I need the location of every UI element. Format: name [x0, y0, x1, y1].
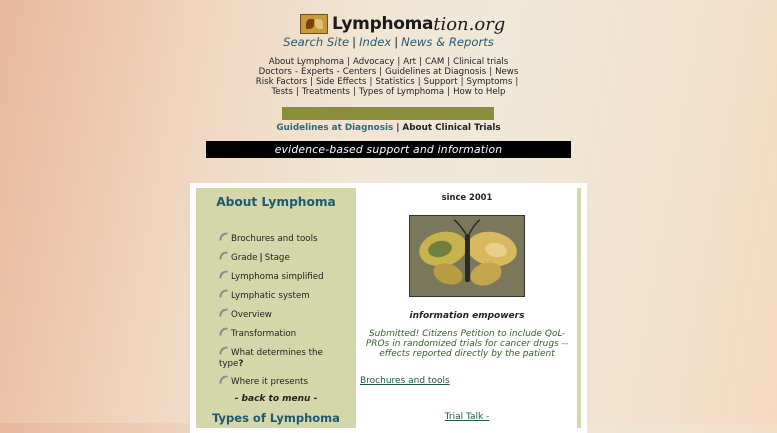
- sidebar-panel: [196, 188, 356, 428]
- link-separator: |: [489, 67, 493, 77]
- link-side-effects[interactable]: Side Effects: [315, 77, 367, 87]
- topic-links-row-2: [0, 67, 777, 77]
- types-of-lymphoma-heading[interactable]: Types of Lymphoma: [212, 411, 340, 425]
- link-treatments[interactable]: Treatments: [301, 87, 351, 97]
- sidebar-item-grade-stage[interactable]: [219, 252, 329, 264]
- guide-links: [0, 123, 777, 133]
- link-separator: |: [379, 67, 383, 77]
- link-separator: |: [447, 87, 451, 97]
- link-doctors[interactable]: Doctors: [258, 67, 292, 77]
- swoosh-bullet-icon: [219, 289, 229, 297]
- swoosh-bullet-icon: [219, 375, 229, 383]
- link-clinical-trials[interactable]: Clinical trials: [453, 57, 509, 67]
- link-cam[interactable]: CAM: [424, 57, 445, 67]
- nav-news-reports[interactable]: News & Reports: [401, 35, 494, 49]
- link-separator: |: [397, 57, 401, 67]
- butterfly-artwork-icon: [410, 216, 524, 296]
- link-separator: |: [396, 123, 400, 133]
- link-news[interactable]: News: [495, 67, 519, 77]
- swoosh-bullet-icon: [219, 327, 229, 335]
- link-separator: |: [353, 87, 356, 97]
- sidebar-item-grade[interactable]: Grade: [231, 253, 258, 263]
- tagline-bar: evidence-based support and information: [206, 141, 571, 158]
- link-guidelines-diagnosis-bold[interactable]: Guidelines at Diagnosis: [276, 123, 394, 133]
- sidebar-title[interactable]: About Lymphoma: [216, 195, 336, 209]
- link-separator: |: [515, 77, 519, 87]
- since-label: since 2001: [441, 192, 493, 202]
- top-nav: [0, 35, 777, 49]
- link-how-to-help[interactable]: How to Help: [453, 87, 506, 97]
- trial-talk-link[interactable]: Trial Talk -: [444, 412, 490, 422]
- sidebar-item-label: Lymphoma simplified: [231, 272, 324, 282]
- link-about-clinical-trials[interactable]: About Clinical Trials: [402, 123, 501, 133]
- link-dash: -: [336, 67, 340, 77]
- logo-text-bold: Lymphoma: [332, 14, 434, 34]
- sidebar-item-label: Lymphatic system: [231, 291, 310, 301]
- petition-notice[interactable]: Submitted! Citizens Petition to include QoL-PROs in randomized trials for cancer drugs -- effects reported directly by the patient: [365, 329, 569, 359]
- topic-links-row-1: [0, 57, 777, 67]
- nav-separator: |: [394, 35, 399, 49]
- link-separator: |: [419, 57, 422, 67]
- swoosh-bullet-icon: [219, 308, 229, 316]
- topic-links-row-4: [0, 87, 777, 97]
- sidebar-item-label: Transformation: [231, 329, 297, 339]
- link-symptoms[interactable]: Symptoms: [466, 77, 513, 87]
- back-to-menu-link[interactable]: - back to menu -: [234, 394, 318, 404]
- link-tests[interactable]: Tests: [271, 87, 293, 97]
- link-separator: |: [259, 253, 263, 263]
- butterfly-artwork-image[interactable]: [409, 215, 525, 297]
- link-separator: |: [295, 87, 299, 97]
- nav-search-site[interactable]: Search Site: [283, 35, 350, 49]
- link-types-of-lymphoma[interactable]: Types of Lymphoma: [358, 87, 445, 97]
- information-empowers-label: information empowers: [409, 311, 525, 321]
- link-separator: |: [310, 77, 313, 87]
- link-centers[interactable]: Centers: [342, 67, 377, 77]
- sidebar-item-transformation[interactable]: [219, 328, 329, 340]
- link-support[interactable]: Support: [423, 77, 458, 87]
- sidebar-item-lymphatic-system[interactable]: [219, 290, 329, 302]
- link-separator: |: [447, 57, 451, 67]
- swoosh-bullet-icon: [219, 270, 229, 278]
- link-experts[interactable]: Experts: [301, 67, 334, 77]
- sidebar-item-label: Brochures and tools: [231, 234, 318, 244]
- sidebar-item-where-presents[interactable]: [219, 376, 329, 388]
- swoosh-bullet-icon: [219, 251, 229, 259]
- butterfly-logo-icon: [300, 14, 328, 34]
- link-advocacy[interactable]: Advocacy: [353, 57, 395, 67]
- right-border-strip: [577, 188, 581, 428]
- swoosh-bullet-icon: [219, 232, 229, 240]
- site-logo[interactable]: [300, 13, 505, 35]
- sidebar-item-overview[interactable]: [219, 309, 329, 321]
- link-dash: -: [294, 67, 299, 77]
- swoosh-bullet-icon: [219, 346, 229, 354]
- question-mark: ?: [238, 359, 244, 369]
- link-risk-factors[interactable]: Risk Factors: [255, 77, 308, 87]
- topic-links-row-3: [0, 77, 777, 87]
- link-separator: |: [417, 77, 421, 87]
- link-separator: |: [460, 77, 464, 87]
- sidebar-item-label: Where it presents: [231, 377, 309, 387]
- logo-text-italic: tion.org: [433, 13, 506, 35]
- nav-index[interactable]: Index: [359, 35, 392, 49]
- sidebar-item-stage[interactable]: Stage: [264, 253, 290, 263]
- nav-separator: |: [352, 35, 357, 49]
- sidebar-item-label: Overview: [231, 310, 272, 320]
- link-about-lymphoma[interactable]: About Lymphoma: [268, 57, 345, 67]
- link-statistics[interactable]: Statistics: [375, 77, 415, 87]
- link-separator: |: [347, 57, 350, 67]
- sidebar-item-label: What determines the type: [219, 348, 323, 369]
- sidebar-item-lymphoma-simplified[interactable]: [219, 271, 329, 283]
- sidebar-item-what-determines-type[interactable]: [219, 347, 329, 370]
- olive-divider-bar: [282, 107, 494, 120]
- brochures-link[interactable]: Brochures and tools: [360, 376, 450, 386]
- link-guidelines-at-diagnosis[interactable]: Guidelines at Diagnosis: [385, 67, 487, 77]
- link-art[interactable]: Art: [403, 57, 417, 67]
- link-separator: |: [369, 77, 373, 87]
- sidebar-item-brochures[interactable]: [219, 233, 329, 245]
